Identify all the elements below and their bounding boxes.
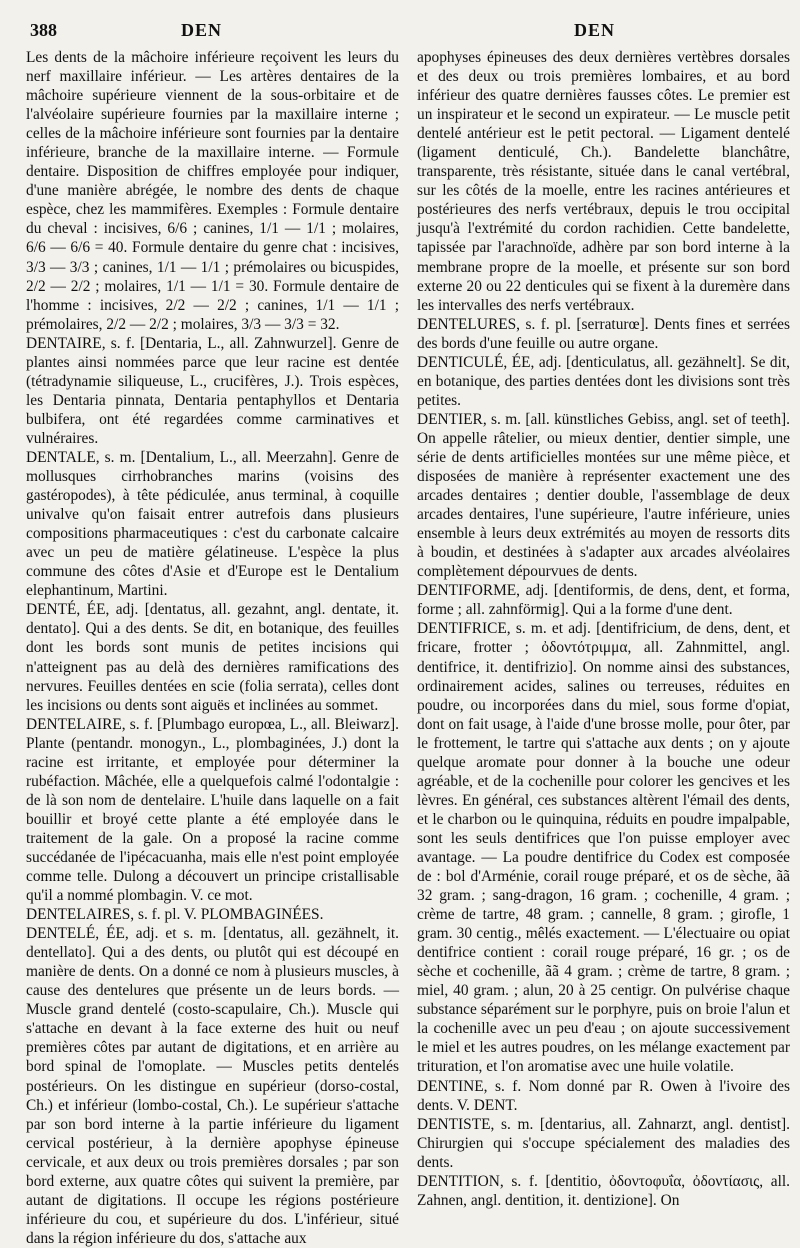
- left-column: [26, 48, 399, 1247]
- right-column: [417, 48, 790, 1223]
- entry-dentine: DENTINE, s. f. Nom donné par R. Owen à l'ivoire des dents. V. DENT.: [417, 1077, 790, 1114]
- entry-paragraph: apophyses épineuses des deux dernières vertèbres dorsales et des deux ou trois premières lombaires, et au bord inférieur des quatre dernières fausses côtes. Le premier est un inspirateur et le second un expirateur. — Le muscle petit dentelé antérieur est le petit pectoral. — Ligament dentelé (ligament denticulé, Ch.). Bandelette blanchâtre, transparente, très résistante, située dans le canal vertébral, sur les côtés de la moelle, entre les racines antérieures et postérieures des nerfs vertébraux, depuis le trou occipital jusqu'à l'extrémité du cordon rachidien. Cette bandelette, tapissée par l'arachnoïde, adhère par son bord interne à la membrane propre de la moelle, et présente sur son bord externe 20 ou 22 denticules qui se fixent à la duremère dans les intervalles des nerfs vertébraux.: [417, 49, 790, 314]
- entry-dentale: DENTALE, s. m. [Dentalium, L., all. Meerzahn]. Genre de mollusques cirrhobranches marins (voisins des gastéropodes), à tête pédiculée, anus terminal, à coquille univalve qu'on faisait entrer autrefois dans plusieurs compositions pharmaceutiques : c'est du carbonate calcaire avec un peu de matière gélatineuse. L'espèce la plus commune des côtes d'Asie et d'Europe est le Dentalium elephantinum, Martini.: [26, 448, 399, 600]
- entry-dentition: DENTITION, s. f. [dentitio, ὀδοντοφυΐα, ὀδοντίασις, all. Zahnen, angl. dentition, it. dentizione]. On: [417, 1172, 790, 1209]
- entry-dentiste: DENTISTE, s. m. [dentarius, all. Zahnarzt, angl. dentist]. Chirurgien qui s'occupe spécialement des maladies des dents.: [417, 1115, 790, 1171]
- entry-dentiforme: DENTIFORME, adj. [dentiformis, de dens, dent, et forma, forme ; all. zahnförmig]. Qui a la forme d'une dent.: [417, 582, 790, 619]
- entry-dentelures: DENTELURES, s. f. pl. [serraturœ]. Dents fines et serrées des bords d'une feuille ou autre organe.: [417, 315, 790, 352]
- running-head-right: DEN: [574, 20, 616, 40]
- entry-dentier: DENTIER, s. m. [all. künstliches Gebiss, angl. set of teeth]. On appelle râtelier, ou mieux dentier, dentier simple, une série de dents artificielles montées sur une même pièce, et disposées de manière à représenter exactement une des arcades dentaires ; dentier double, l'assemblage de deux arcades dentaires, l'une supérieure, l'autre inférieure, unies ensemble à leurs deux extrémités au moyen de ressorts dits à boudin, et destinées à s'adapter aux arcades alvéolaires complètement dépourvues de dents.: [417, 410, 790, 581]
- page-number: 388: [30, 20, 57, 40]
- page-header: [26, 20, 790, 46]
- entry-paragraph: Les dents de la mâchoire inférieure reçoivent les leurs du nerf maxillaire inférieur. — Les artères dentaires de la mâchoire supérieure viennent de la sous-orbitaire et de l'alvéolaire supérieure fournies par la maxillaire interne ; celles de la mâchoire inférieure sont fournies par la dentaire inférieure, branche de la maxillaire interne. — Formule dentaire. Disposition de chiffres employée pour indiquer, d'une manière abrégée, le nombre des dents de chaque espèce, chez les mammifères. Exemples : Formule dentaire du cheval : incisives, 6/6 ; canines, 1/1 — 1/1 ; molaires, 6/6 — 6/6 = 40. Formule dentaire du genre chat : incisives, 3/3 — 3/3 ; canines, 1/1 — 1/1 ; prémolaires ou bicuspides, 2/2 — 2/2 ; molaires, 1/1 — 1/1 = 30. Formule dentaire de l'homme : incisives, 2/2 — 2/2 ; canines, 1/1 — 1/1 ; prémolaires, 2/2 — 2/2 ; molaires, 3/3 — 3/3 = 32.: [26, 49, 399, 333]
- entry-dente: DENTÉ, ÉE, adj. [dentatus, all. gezahnt, angl. dentate, it. dentato]. Qui a des dents. Se dit, en botanique, des feuilles dont les bords sont munis de petites incisions qui n'atteignent pas au delà des dernières ramifications des nervures. Feuilles dentées en scie (folia serrata), celles dont les incisions ou dents sont aiguës et inclinées au sommet.: [26, 601, 399, 714]
- running-head-left: DEN: [181, 20, 223, 40]
- entry-dentaire: DENTAIRE, s. f. [Dentaria, L., all. Zahnwurzel]. Genre de plantes ainsi nommées parce que leur racine est dentée (tétradynamie siliqueuse, L., crucifères, J.). Trois espèces, les Dentaria pinnata, Dentaria pentaphyllos et Dentaria bulbifera, ont été regardées comme carminatives et vulnéraires.: [26, 334, 399, 447]
- entry-dentele: DENTELÉ, ÉE, adj. et s. m. [dentatus, all. gezähnelt, it. dentellato]. Qui a des dents, ou plutôt qui est découpé en manière de dents. On a donné ce nom à plusieurs muscles, à cause des dentelures que présente un de leurs bords. — Muscle grand dentelé (costo-scapulaire, Ch.). Muscle qui s'attache en devant à la face externe des huit ou neuf premières côtes par autant de digitations, et en arrière au bord spinal de l'omoplate. — Muscles petits dentelés postérieurs. On les distingue en supérieur (dorso-costal, Ch.) et inférieur (lombo-costal, Ch.). Le supérieur s'attache par son bord interne à la partie inférieure du ligament cervical postérieur, à la dernière apophyse épineuse cervicale, et aux deux ou trois premières dorsales ; par son bord externe, aux quatre côtes qui suivent la première, par autant de digitations. Il occupe les régions postérieure inférieure du cou, et supérieure du dos. L'inférieur, situé dans la région inférieure du dos, s'attache aux: [26, 925, 399, 1247]
- entry-denticule: DENTICULÉ, ÉE, adj. [denticulatus, all. gezähnelt]. Se dit, en botanique, des parties dentées dont les divisions sont très petites.: [417, 353, 790, 409]
- entry-dentelaires: DENTELAIRES, s. f. pl. V. PLOMBAGINÉES.: [26, 906, 324, 924]
- entry-dentifrice: DENTIFRICE, s. m. et adj. [dentifricium, de dens, dent, et fricare, frotter ; ὀδοντότριμμα, all. Zahnmittel, angl. dentifrice, it. dentifrizio]. On nomme ainsi des substances, ordinairement acides, salines ou terreuses, réduites en poudre, ou incorporées dans du miel, sous forme d'opiat, dont on fait usage, à l'aide d'une brosse molle, pour ôter, par le frottement, le tartre qui s'attache aux dents ; on y ajoute quelque aromate pour donner à la bouche une odeur agréable, et de la cochenille pour colorer les gencives et les lèvres. En général, ces substances altèrent l'émail des dents, et le charbon ou le quinquina, réduits en poudre impalpable, sont les seuls dentifrices que l'on puisse employer avec avantage. — La poudre dentifrice du Codex est composée de : bol d'Arménie, corail rouge préparé, et os de sèche, ãã 32 gram. ; sang-dragon, 16 gram. ; cochenille, 4 gram. ; crème de tartre, 48 gram. ; cannelle, 8 gram. ; girofle, 1 gram. 30 centig., mêlés exactement. — L'électuaire ou opiat dentifrice contient : corail rouge préparé, 16 gr. ; os de sèche et cochenille, ãã 4 gram. ; crème de tartre, 8 gram. ; miel, 40 gram. ; alun, 20 à 25 centigr. On pulvérise chaque substance séparément sur le porphyre, puis on broie l'alun et la cochenille avec un peu d'eau ; on ajoute successivement le miel et les autres poudres, on les mélange exactement par trituration, et l'on aromatise avec une huile volatile.: [417, 620, 790, 1076]
- text-columns: [26, 48, 790, 1247]
- entry-dentelaire: DENTELAIRE, s. f. [Plumbago europœa, L., all. Bleiwarz]. Plante (pentandr. monogyn., L., plombaginées, J.) dont la racine est irritante, et employée pour déterminer la rubéfaction. Mâchée, elle a quelquefois calmé l'odontalgie : de là son nom de dentelaire. L'huile dans laquelle on a fait bouillir et broyé cette plante a été employée dans le traitement de la gale. On a proposé la racine comme succédanée de l'ipécacuanha, mais elle n'est point employée comme telle. Dulong a découvert un principe cristallisable qu'il a nommé plombagin. V. ce mot.: [26, 715, 399, 905]
